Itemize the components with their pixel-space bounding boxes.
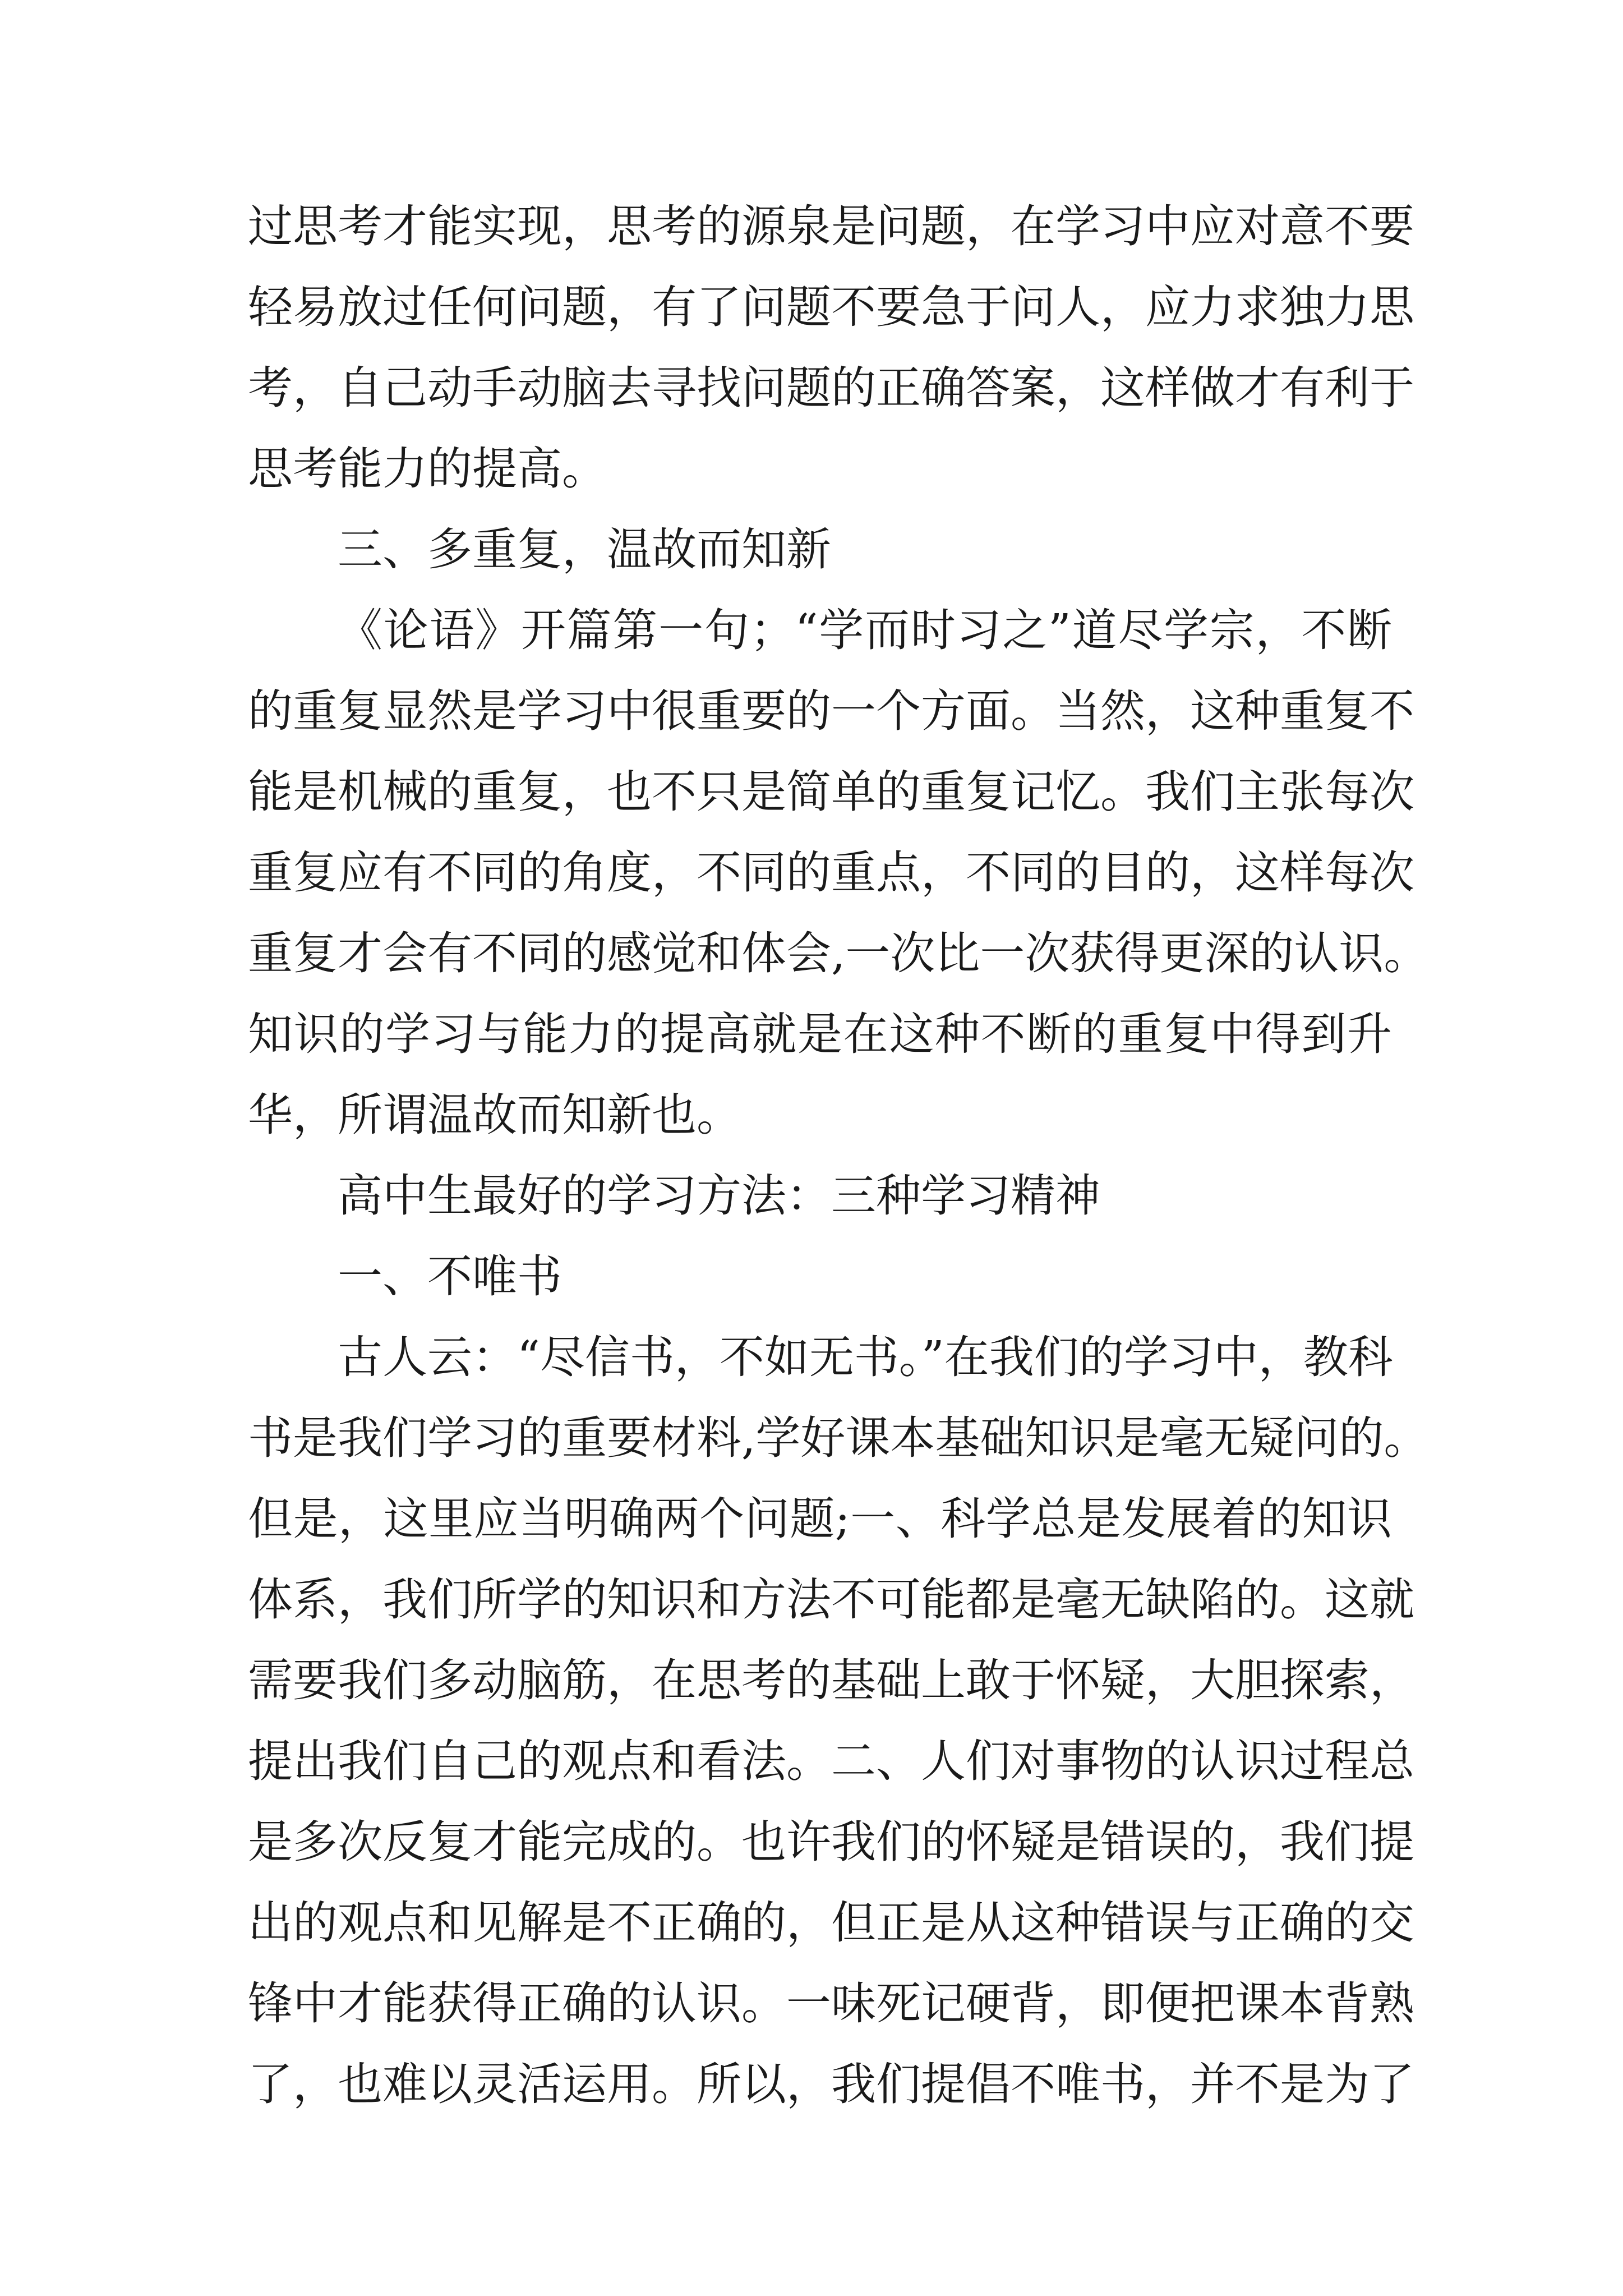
text-line: 知识的学习与能力的提高就是在这种不断的重复中得到升 bbox=[248, 1008, 1392, 1060]
text-line: 提出我们自己的观点和看法。二、人们对事物的认识过程总 bbox=[248, 1735, 1414, 1787]
text-line: 的重复显然是学习中很重要的一个方面。当然，这种重复不 bbox=[248, 685, 1414, 737]
document-body bbox=[248, 186, 1429, 2125]
text-line: 体系，我们所学的知识和方法不可能都是毫无缺陷的。这就 bbox=[248, 1573, 1414, 1626]
text-line: 锋中才能获得正确的认识。一味死记硬背，即便把课本背熟 bbox=[248, 1977, 1414, 2030]
subsection-heading: 一、不唯书 bbox=[338, 1250, 562, 1303]
text-line: 重复应有不同的角度，不同的重点，不同的目的，这样每次 bbox=[248, 846, 1414, 899]
text-line: 但是，这里应当明确两个问题;一、科学总是发展着的知识 bbox=[248, 1493, 1392, 1545]
text-line: 是多次反复才能完成的。也许我们的怀疑是错误的，我们提 bbox=[248, 1816, 1414, 1868]
text-line: 了，也难以灵活运用。所以，我们提倡不唯书，并不是为了 bbox=[248, 2058, 1414, 2110]
text-line: 轻易放过任何问题，有了问题不要急于问人，应力求独力思 bbox=[248, 281, 1414, 333]
text-line: 出的观点和见解是不正确的，但正是从这种错误与正确的交 bbox=[248, 1897, 1414, 1949]
text-line: 书是我们学习的重要材料,学好课本基础知识是毫无疑问的。 bbox=[248, 1412, 1429, 1464]
text-line: 思考能力的提高。 bbox=[248, 443, 607, 495]
text-line: 华，所谓温故而知新也。 bbox=[248, 1089, 741, 1141]
text-line: 能是机械的重复，也不只是简单的重复记忆。我们主张每次 bbox=[248, 766, 1414, 818]
section-heading: 高中生最好的学习方法：三种学习精神 bbox=[338, 1170, 1100, 1222]
text-line: 过思考才能实现，思考的源泉是问题，在学习中应对意不要 bbox=[248, 200, 1414, 252]
text-line: 需要我们多动脑筋，在思考的基础上敢于怀疑，大胆探索， bbox=[248, 1654, 1414, 1706]
paragraph-first-line: 古人云：“尽信书，不如无书。”在我们的学习中，教科 bbox=[338, 1331, 1393, 1383]
section-heading: 三、多重复，温故而知新 bbox=[338, 523, 831, 576]
text-line: 考，自己动手动脑去寻找问题的正确答案，这样做才有利于 bbox=[248, 362, 1414, 414]
paragraph-first-line: 《论语》开篇第一句；“学而时习之”道尽学宗，不断 bbox=[338, 604, 1392, 656]
text-line: 重复才会有不同的感觉和体会,一次比一次获得更深的认识。 bbox=[248, 927, 1429, 979]
